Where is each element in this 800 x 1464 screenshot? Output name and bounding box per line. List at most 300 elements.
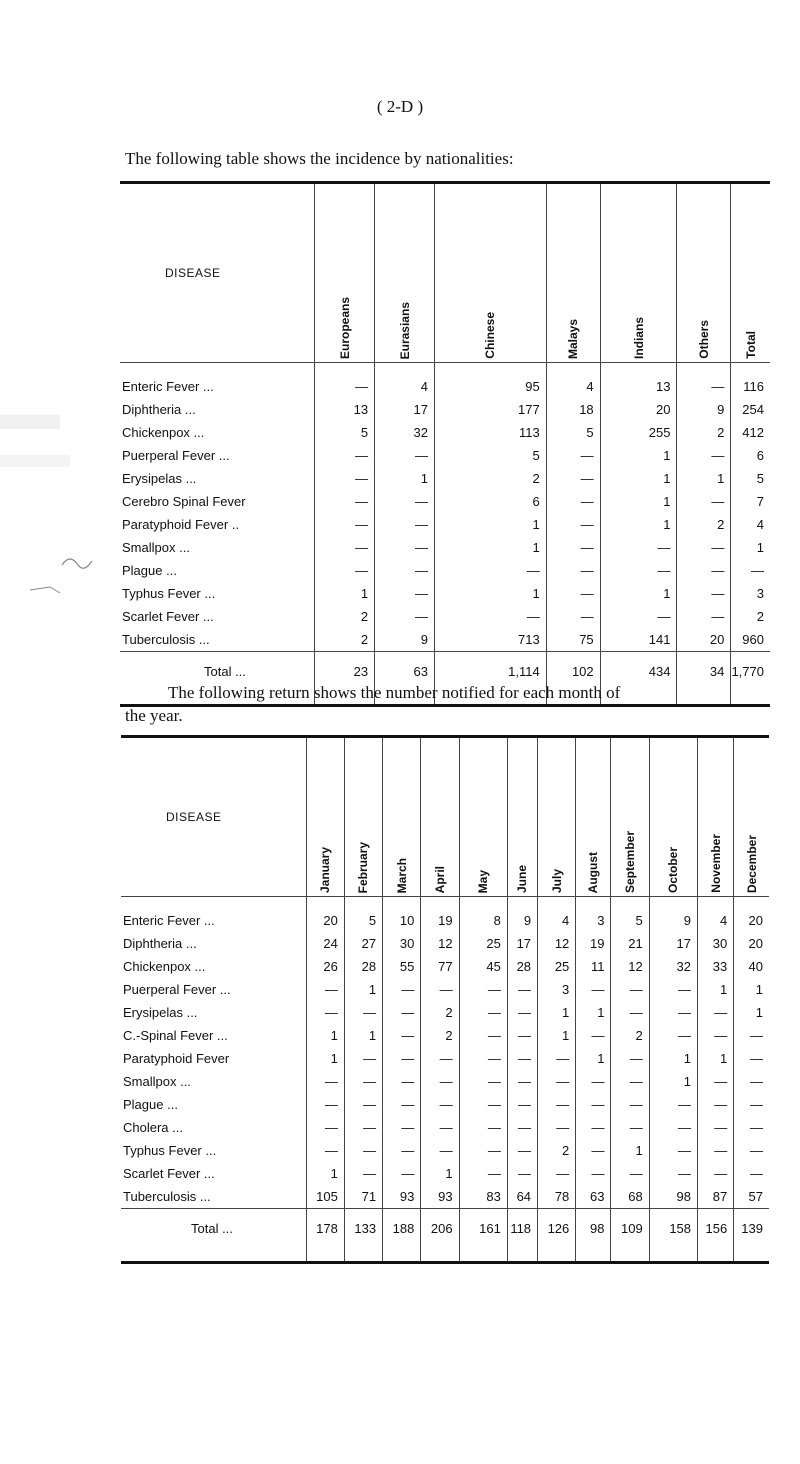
table-cell: 2 xyxy=(435,467,547,490)
table-cell: 1 xyxy=(600,513,677,536)
table-cell: 4 xyxy=(731,513,770,536)
table-row xyxy=(121,1024,769,1047)
table-cell: 20 xyxy=(734,897,769,932)
total-label: Total ... xyxy=(204,664,246,679)
table-cell: — xyxy=(538,1047,576,1070)
table-cell: — xyxy=(344,1116,382,1139)
column-header-label: Malays xyxy=(566,318,581,359)
table-cell: 6 xyxy=(435,490,547,513)
row-label: Plague ... xyxy=(123,1097,178,1112)
table-cell: — xyxy=(576,1070,611,1093)
table-cell: 3 xyxy=(576,897,611,932)
row-label: Scarlet Fever ... xyxy=(122,609,214,624)
column-header xyxy=(507,737,537,897)
table-cell: 17 xyxy=(375,398,435,421)
table-cell: 20 xyxy=(306,897,344,932)
table-cell: — xyxy=(546,559,600,582)
table-cell: 78 xyxy=(538,1185,576,1209)
table-cell: 24 xyxy=(306,932,344,955)
table-cell: 254 xyxy=(731,398,770,421)
table-cell: — xyxy=(507,1116,537,1139)
table-cell: 8 xyxy=(459,897,507,932)
table-cell: 17 xyxy=(507,932,537,955)
table-cell: — xyxy=(435,559,547,582)
table-cell: 1 xyxy=(375,467,435,490)
table-cell: — xyxy=(306,1001,344,1024)
table-cell: 18 xyxy=(546,398,600,421)
table-cell: 1 xyxy=(600,582,677,605)
column-header xyxy=(611,737,649,897)
table-cell: — xyxy=(576,978,611,1001)
table-cell: 77 xyxy=(421,955,459,978)
table-cell: 20 xyxy=(677,628,731,652)
table-cell: — xyxy=(459,978,507,1001)
total-cell: 188 xyxy=(383,1209,421,1263)
row-label: Paratyphoid Fever .. xyxy=(122,517,240,532)
table-cell: — xyxy=(734,1093,769,1116)
table-row xyxy=(121,1139,769,1162)
total-cell: 178 xyxy=(306,1209,344,1263)
column-header-label: Total xyxy=(743,331,758,359)
table-row xyxy=(120,467,770,490)
table-cell: 2 xyxy=(611,1024,649,1047)
table-cell: — xyxy=(600,559,677,582)
table-cell: 5 xyxy=(611,897,649,932)
table-cell: — xyxy=(507,1093,537,1116)
column-header-label: September xyxy=(623,830,638,893)
table-cell: — xyxy=(677,559,731,582)
table-row xyxy=(120,582,770,605)
table-cell: — xyxy=(734,1139,769,1162)
table-cell: — xyxy=(649,1001,697,1024)
table-cell: — xyxy=(375,490,435,513)
row-label: Diphtheria ... xyxy=(122,402,196,417)
table-cell: — xyxy=(698,1093,734,1116)
column-header xyxy=(649,737,697,897)
table-cell: 25 xyxy=(459,932,507,955)
table-cell: 83 xyxy=(459,1185,507,1209)
table-cell: — xyxy=(435,605,547,628)
row-label: Typhus Fever ... xyxy=(122,586,216,601)
library-stamp-smudge xyxy=(0,415,110,625)
column-header-label: Others xyxy=(696,320,711,359)
table-cell: 71 xyxy=(344,1185,382,1209)
table-cell: — xyxy=(344,1162,382,1185)
column-header xyxy=(576,737,611,897)
table-cell: — xyxy=(421,1116,459,1139)
table-cell: — xyxy=(315,467,375,490)
nationalities-table xyxy=(120,181,770,707)
row-label: Erysipelas ... xyxy=(122,471,197,486)
table-row xyxy=(121,1001,769,1024)
column-header-label: November xyxy=(708,834,723,893)
total-cell: 109 xyxy=(611,1209,649,1263)
table-cell: 2 xyxy=(538,1139,576,1162)
table-cell: — xyxy=(546,605,600,628)
table-cell: — xyxy=(459,1070,507,1093)
table-cell: 2 xyxy=(421,1024,459,1047)
table-cell: — xyxy=(383,1116,421,1139)
column-header xyxy=(731,183,770,363)
table-row xyxy=(121,1162,769,1185)
table-cell: — xyxy=(538,1162,576,1185)
table-cell: — xyxy=(611,1093,649,1116)
table-cell: 9 xyxy=(375,628,435,652)
table-cell: 4 xyxy=(698,897,734,932)
table-cell: 19 xyxy=(421,897,459,932)
table-cell: 177 xyxy=(435,398,547,421)
row-label: Erysipelas ... xyxy=(123,1005,198,1020)
table-cell: — xyxy=(315,513,375,536)
table-cell: — xyxy=(698,1162,734,1185)
table-cell: 57 xyxy=(734,1185,769,1209)
table-cell: — xyxy=(459,1093,507,1116)
table-cell: — xyxy=(649,1024,697,1047)
table-cell: — xyxy=(421,1093,459,1116)
table-cell: — xyxy=(546,467,600,490)
table-cell: 4 xyxy=(538,897,576,932)
table-cell: 4 xyxy=(546,363,600,398)
column-header-label: Eurasians xyxy=(397,301,412,359)
table-cell: — xyxy=(677,536,731,559)
table-cell: 1 xyxy=(306,1162,344,1185)
column-header xyxy=(538,737,576,897)
table-cell: — xyxy=(546,582,600,605)
column-header xyxy=(677,183,731,363)
table-cell: — xyxy=(459,1001,507,1024)
column-header-label: August xyxy=(586,851,601,893)
table-cell: 75 xyxy=(546,628,600,652)
table-cell: — xyxy=(344,1139,382,1162)
table-cell: — xyxy=(375,582,435,605)
table-cell: 1 xyxy=(731,536,770,559)
table-cell: 13 xyxy=(600,363,677,398)
table-cell: — xyxy=(507,1024,537,1047)
table-row xyxy=(121,1047,769,1070)
table-cell: 5 xyxy=(315,421,375,444)
table-cell: — xyxy=(546,536,600,559)
row-label: Paratyphoid Fever xyxy=(123,1051,230,1066)
table-cell: 255 xyxy=(600,421,677,444)
row-label: Enteric Fever ... xyxy=(123,913,215,928)
column-header-label: Europeans xyxy=(337,296,352,359)
column-header-label: April xyxy=(432,865,447,893)
table-cell: 45 xyxy=(459,955,507,978)
table-cell: — xyxy=(306,978,344,1001)
column-header xyxy=(600,183,677,363)
table-cell: 12 xyxy=(611,955,649,978)
table-row xyxy=(120,490,770,513)
table-cell: 9 xyxy=(507,897,537,932)
total-row xyxy=(121,1209,769,1263)
table-cell: 7 xyxy=(731,490,770,513)
table-cell: — xyxy=(734,1070,769,1093)
table-cell: — xyxy=(734,1047,769,1070)
table-cell: 1 xyxy=(677,467,731,490)
total-cell: 1,770 xyxy=(731,652,770,706)
table-cell: 1 xyxy=(421,1162,459,1185)
table-cell: — xyxy=(734,1116,769,1139)
table-cell: 2 xyxy=(315,628,375,652)
table-cell: 1 xyxy=(344,1024,382,1047)
table-cell: — xyxy=(375,605,435,628)
table-cell: — xyxy=(459,1139,507,1162)
table-cell: 28 xyxy=(507,955,537,978)
table-cell: — xyxy=(421,1070,459,1093)
table-cell: 1 xyxy=(344,978,382,1001)
row-label: Cholera ... xyxy=(123,1120,183,1135)
table-cell: — xyxy=(611,1162,649,1185)
row-label: Enteric Fever ... xyxy=(122,379,214,394)
table-cell: 13 xyxy=(315,398,375,421)
table-cell: — xyxy=(677,605,731,628)
column-header xyxy=(459,737,507,897)
table-cell: — xyxy=(383,1047,421,1070)
table-cell: — xyxy=(546,490,600,513)
table-cell: — xyxy=(383,1093,421,1116)
table-cell: 1 xyxy=(538,1001,576,1024)
table-cell: — xyxy=(576,1116,611,1139)
table-cell: 1 xyxy=(435,582,547,605)
table-cell: — xyxy=(315,559,375,582)
table-cell: — xyxy=(375,536,435,559)
table-cell: 1 xyxy=(649,1047,697,1070)
table-cell: 9 xyxy=(649,897,697,932)
table-cell: — xyxy=(600,605,677,628)
row-label: Smallpox ... xyxy=(122,540,190,555)
total-cell: 161 xyxy=(459,1209,507,1263)
table-cell: 17 xyxy=(649,932,697,955)
table-cell: 40 xyxy=(734,955,769,978)
table-cell: — xyxy=(375,444,435,467)
table-cell: — xyxy=(507,1139,537,1162)
total-cell: 158 xyxy=(649,1209,697,1263)
table-cell: — xyxy=(344,1047,382,1070)
table-cell: — xyxy=(734,1162,769,1185)
table-cell: — xyxy=(315,363,375,398)
total-cell: 139 xyxy=(734,1209,769,1263)
table-cell: — xyxy=(611,978,649,1001)
table-cell: 1 xyxy=(435,513,547,536)
table-row xyxy=(121,932,769,955)
table-cell: 20 xyxy=(600,398,677,421)
table-cell: — xyxy=(421,978,459,1001)
row-label: C.-Spinal Fever ... xyxy=(123,1028,228,1043)
table-cell: 68 xyxy=(611,1185,649,1209)
table-cell: 63 xyxy=(576,1185,611,1209)
table-cell: 93 xyxy=(421,1185,459,1209)
table-cell: — xyxy=(507,1162,537,1185)
table-cell: 1 xyxy=(306,1024,344,1047)
row-label: Scarlet Fever ... xyxy=(123,1166,215,1181)
table-cell: — xyxy=(677,444,731,467)
table-cell: 3 xyxy=(538,978,576,1001)
table-cell: — xyxy=(315,536,375,559)
table-cell: — xyxy=(698,1116,734,1139)
table-cell: — xyxy=(698,1001,734,1024)
table-cell: — xyxy=(383,1139,421,1162)
row-label: Cerebro Spinal Fever xyxy=(122,494,246,509)
table-cell: 4 xyxy=(375,363,435,398)
table-cell: 2 xyxy=(731,605,770,628)
total-cell: 98 xyxy=(576,1209,611,1263)
table-cell: 713 xyxy=(435,628,547,652)
table-cell: 1 xyxy=(600,444,677,467)
table-cell: — xyxy=(698,1139,734,1162)
table-cell: — xyxy=(611,1116,649,1139)
total-cell: 63 xyxy=(375,652,435,706)
row-label: Puerperal Fever ... xyxy=(122,448,230,463)
table-cell: 1 xyxy=(734,978,769,1001)
column-header-label: Chinese xyxy=(483,312,498,359)
table-cell: 20 xyxy=(734,932,769,955)
row-label: Chickenpox ... xyxy=(123,959,206,974)
column-header-label: June xyxy=(515,864,530,893)
column-header xyxy=(435,183,547,363)
table-cell: — xyxy=(315,490,375,513)
column-header-label: December xyxy=(744,834,759,893)
table-cell: — xyxy=(315,444,375,467)
table-cell: — xyxy=(731,559,770,582)
table-cell: 28 xyxy=(344,955,382,978)
total-cell: 1,114 xyxy=(435,652,547,706)
table-cell: 5 xyxy=(344,897,382,932)
table-cell: — xyxy=(538,1116,576,1139)
table-cell: 12 xyxy=(538,932,576,955)
table-row xyxy=(121,955,769,978)
table-cell: — xyxy=(546,444,600,467)
page-number: ( 2-D ) xyxy=(376,97,424,116)
total-cell: 102 xyxy=(546,652,600,706)
table-cell: — xyxy=(611,1047,649,1070)
table-cell: 1 xyxy=(611,1139,649,1162)
table-cell: 27 xyxy=(344,932,382,955)
table-cell: 19 xyxy=(576,932,611,955)
table-row xyxy=(121,1116,769,1139)
table-cell: — xyxy=(344,1001,382,1024)
column-header-label: May xyxy=(476,869,491,893)
table-cell: 1 xyxy=(734,1001,769,1024)
table-cell: 116 xyxy=(731,363,770,398)
table-cell: — xyxy=(649,978,697,1001)
table-cell: 21 xyxy=(611,932,649,955)
row-label: Puerperal Fever ... xyxy=(123,982,231,997)
table-cell: — xyxy=(306,1093,344,1116)
intro-text-nationalities: The following table shows the incidence by nationalities: xyxy=(125,149,514,168)
table-cell: 5 xyxy=(731,467,770,490)
table-row xyxy=(121,1070,769,1093)
table-cell: — xyxy=(344,1093,382,1116)
table-cell: — xyxy=(507,1070,537,1093)
table-cell: 10 xyxy=(383,897,421,932)
column-header xyxy=(734,737,769,897)
intro-text-monthly-line1: The following return shows the number notified for each month of xyxy=(168,683,621,702)
column-header xyxy=(344,737,382,897)
table-cell: — xyxy=(383,1070,421,1093)
table-row xyxy=(120,398,770,421)
table-cell: 960 xyxy=(731,628,770,652)
table-cell: — xyxy=(375,559,435,582)
table-row xyxy=(120,513,770,536)
column-header-label: October xyxy=(666,846,681,893)
table-cell: — xyxy=(698,1024,734,1047)
intro-text-monthly-line2: the year. xyxy=(125,706,183,725)
column-header-label: March xyxy=(394,857,409,893)
table-cell: — xyxy=(734,1024,769,1047)
table-cell: — xyxy=(600,536,677,559)
table-cell: 12 xyxy=(421,932,459,955)
total-cell: 23 xyxy=(315,652,375,706)
table-cell: 1 xyxy=(600,467,677,490)
table-cell: — xyxy=(306,1139,344,1162)
table-cell: 32 xyxy=(649,955,697,978)
table-cell: 26 xyxy=(306,955,344,978)
table-cell: 2 xyxy=(677,513,731,536)
table-cell: 11 xyxy=(576,955,611,978)
table-row xyxy=(120,559,770,582)
table-cell: — xyxy=(507,1001,537,1024)
table-cell: — xyxy=(375,513,435,536)
table-cell: — xyxy=(649,1162,697,1185)
table-cell: — xyxy=(507,1047,537,1070)
table-cell: 105 xyxy=(306,1185,344,1209)
row-label: Chickenpox ... xyxy=(122,425,205,440)
table-row xyxy=(121,978,769,1001)
table-row xyxy=(120,421,770,444)
table-cell: 5 xyxy=(546,421,600,444)
table-cell: 87 xyxy=(698,1185,734,1209)
table-cell: 98 xyxy=(649,1185,697,1209)
table-cell: — xyxy=(421,1139,459,1162)
table-cell: — xyxy=(459,1162,507,1185)
table-cell: 33 xyxy=(698,955,734,978)
table-cell: — xyxy=(459,1047,507,1070)
table-row xyxy=(121,897,769,932)
table-cell: 1 xyxy=(600,490,677,513)
table-cell: 64 xyxy=(507,1185,537,1209)
table-row xyxy=(121,1185,769,1209)
table-cell: 1 xyxy=(315,582,375,605)
table-cell: — xyxy=(677,582,731,605)
table-cell: — xyxy=(611,1070,649,1093)
table-cell: 5 xyxy=(435,444,547,467)
table-cell: 2 xyxy=(677,421,731,444)
table-cell: — xyxy=(576,1162,611,1185)
table-row xyxy=(120,363,770,398)
column-header xyxy=(546,183,600,363)
table-cell: — xyxy=(677,490,731,513)
table-cell: — xyxy=(677,363,731,398)
total-cell: 133 xyxy=(344,1209,382,1263)
column-header xyxy=(383,737,421,897)
total-cell: 206 xyxy=(421,1209,459,1263)
table-cell: 1 xyxy=(538,1024,576,1047)
table-cell: 1 xyxy=(576,1047,611,1070)
column-header-label: February xyxy=(356,841,371,893)
table-cell: 2 xyxy=(421,1001,459,1024)
table-cell: 95 xyxy=(435,363,547,398)
table-cell: — xyxy=(306,1116,344,1139)
column-header xyxy=(375,183,435,363)
table-cell: — xyxy=(649,1093,697,1116)
table-cell: — xyxy=(546,513,600,536)
table-cell: — xyxy=(538,1070,576,1093)
table-cell: — xyxy=(576,1139,611,1162)
table-cell: — xyxy=(344,1070,382,1093)
disease-header: DISEASE xyxy=(166,810,222,824)
table-cell: — xyxy=(649,1139,697,1162)
table-cell: — xyxy=(459,1024,507,1047)
